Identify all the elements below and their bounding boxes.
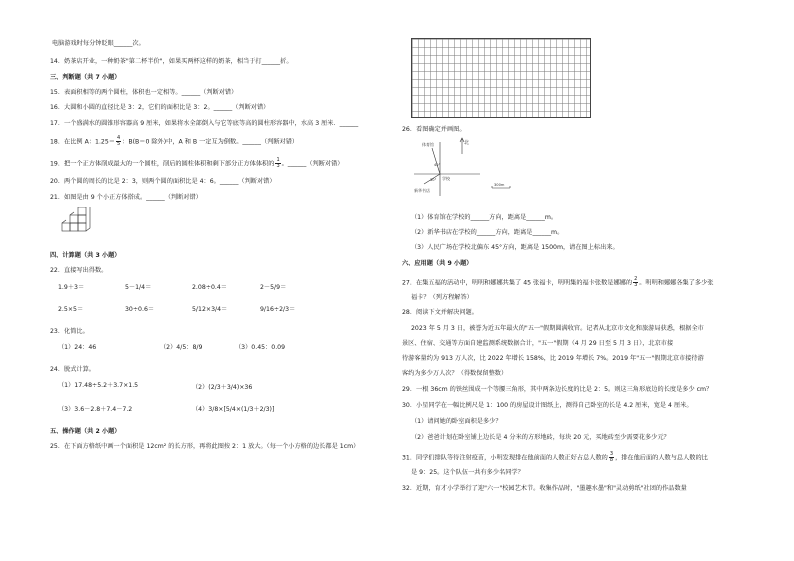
q24-2: （2）(2/3＋3/4)×36 — [192, 384, 253, 391]
q18-frac-num: 4 — [116, 135, 121, 141]
north-label: 北 — [464, 140, 470, 146]
calc-r1-c1: 1.9＋3＝ — [58, 284, 85, 291]
q23-item-3: （3）0.45：0.09 — [235, 344, 286, 351]
q28-para-3: 待游客量约为 913 万人次，比 2022 年增长 158%，比 2019 年增长 7%。2019 年"五一"假期北京市接待游 — [402, 355, 704, 362]
library-label: 体育馆 — [422, 142, 434, 147]
q27-frac-num: 2 — [634, 276, 638, 282]
section-5-title: 五、操作题（共 2 小题） — [50, 428, 121, 435]
q30-2: （2）爸爸计划在卧室铺上边长是 4 分米的方形地砖，每块 20 元，买地砖至少需要花多少元？ — [411, 434, 670, 441]
angle-1-label: 40° — [434, 163, 441, 167]
q18-frac-den: 5 — [116, 141, 121, 147]
q31-frac-num: 3 — [609, 451, 614, 457]
q13-tail: 电脑游戏时每分钟眨眼______次。 — [52, 40, 145, 47]
calc-r2-c1: 2.5×5＝ — [58, 306, 84, 313]
q30-1: （1）请问她的卧室面积是多少？ — [411, 418, 502, 425]
q14: 14．奶茶店开业，一种奶茶"第二杯半价"，如果买两杯这样的奶茶，相当于打______折。 — [50, 58, 293, 65]
calc-r1-c2: 5－1/4＝ — [125, 284, 152, 291]
q31-fraction — [609, 452, 614, 463]
line-to-library — [432, 148, 440, 174]
q26-2: （2）新华书店在学校的______方向，距离是______m。 — [411, 229, 564, 236]
q16: 16．大圆和小圆的直径比是 3：2，它们的面积比是 3：2。______（判断对错） — [50, 104, 270, 111]
q18 — [50, 136, 298, 147]
section-4-title: 四、计算题（共 3 小题） — [50, 252, 121, 259]
q15: 15．表面积相等的两个圆柱，体积也一定相等。______（判断对错） — [50, 89, 238, 96]
q19-fraction — [275, 158, 280, 169]
school-label: 学校 — [442, 176, 450, 181]
q19-frac-den: 3 — [276, 163, 280, 169]
q19-frac-num: 1 — [276, 157, 280, 163]
q32: 32．近期，育才小学举行了迎"六一"校园艺术节。收集作品时，"墨趣水墨"和"灵动剪纸"社团的作品数量 — [402, 485, 687, 492]
q27-line2: 福卡？（列方程解答） — [411, 294, 473, 301]
q24: 24．脱式计算。 — [50, 366, 95, 373]
q28-para-4: 客约为多少万人次？（得数保留整数） — [402, 370, 508, 377]
q24-4: （4）3/8×[5/4×(1/3＋2/3)] — [192, 406, 275, 413]
q31-line1 — [402, 452, 708, 463]
q20: 20．两个圆的周长的比是 2：3，则两个圆的面积比是 4：6。______（判断对错） — [50, 178, 276, 185]
direction-map-figure — [410, 136, 520, 202]
section-6-title: 六、应用题（共 9 小题） — [402, 260, 473, 267]
calc-r2-c3: 5/12×3/4＝ — [192, 306, 228, 313]
q30: 30．小星同学在一幅比例尺是 1：100 的房屋设计图纸上，测得自己卧室的长是 4.2 厘米，宽是 4 厘米。 — [402, 402, 693, 409]
q31-text-a: 31．同学们排队等待注射疫苗，小明发现排在他前面的人数正好占总人数的 — [402, 454, 608, 462]
q23-item-2: （2）4/5：8/9 — [160, 344, 203, 351]
section-3-title: 三、判断题（共 7 小题） — [50, 74, 121, 81]
q18-fraction — [116, 136, 121, 147]
q31-text-b: ，排在他后面的人数与总人数的比 — [615, 454, 708, 462]
calc-r1-c4: 2－5/9＝ — [260, 284, 287, 291]
q26: 26．看图确定并画图。 — [402, 126, 466, 133]
graph-paper-grid — [411, 38, 591, 118]
q26-3: （3）人民广场在学校北偏东 45°方向，距离是 1500m，请在图上标出来。 — [411, 244, 619, 251]
q22: 22．直接写出得数。 — [50, 267, 108, 274]
q24-3: （3）3.6－2.8＋7.4－7.2 — [58, 406, 133, 413]
q21: 21．如图是由 9 个小正方体搭成。______（判断对错） — [50, 194, 202, 201]
q24-1: （1）17.48÷5.2＋3.7×1.5 — [58, 382, 139, 389]
calc-r1-c3: 2.08÷0.4＝ — [192, 284, 227, 291]
q23: 23．化简比。 — [50, 328, 89, 335]
q18-text-b: ：B(B＝0 除外)中，A 和 B 一定互为倒数。______（判断对错） — [122, 138, 299, 146]
q28-para-1: 2023 年 5 月 3 日，被誉为近五年最火的"五一"假期圆满收官。记者从北京市文化和旅游局获悉，根据全市 — [411, 325, 704, 332]
q28: 28．阅读下文并解决问题。 — [402, 309, 478, 316]
q25: 25．在下面方格纸中画一个面积是 12cm² 的长方形，再将此图按 2：1 放大。（每一个小方格的边长都是 1cm） — [50, 443, 360, 450]
angle-2-label: 30° — [430, 178, 437, 182]
bookstore-label: 新华书店 — [414, 188, 430, 193]
q23-item-1: （1）24：46 — [58, 344, 97, 351]
q19-text-a: 19．把一个正方体削成最大的一个圆柱，削后的圆柱体积和剩下部分正方体体积的 — [50, 160, 275, 168]
q31-line2: 是 9：25。这个队伍一共有多少名同学？ — [411, 469, 524, 476]
q27-frac-den: 3 — [634, 282, 638, 288]
q17: 17．一个盛满水的圆锥形容器高 9 厘米，如果将水全部倒入与它等底等高的圆柱形容器中，水高 3 厘米．______ — [50, 120, 359, 127]
q28-para-2: 景区、住宿、交通等方面自建监测系统数据合计，"五一"假期（4 月 29 日至 5 月 3 日），北京市接 — [402, 340, 674, 347]
q18-text-a: 18．在比例 A：1.25＝ — [50, 138, 115, 146]
q27-line1 — [402, 277, 714, 288]
scale-label: 300m — [494, 183, 505, 187]
q31-frac-den: 8 — [609, 457, 614, 463]
q27-fraction — [633, 277, 638, 288]
q26-1: （1）体育馆在学校的______方向，距离是______m。 — [411, 214, 558, 221]
q19 — [50, 158, 344, 169]
calc-r2-c2: 30÷0.6＝ — [125, 306, 155, 313]
calc-r2-c4: 9/16÷2/3＝ — [260, 306, 296, 313]
q27-text-a: 27．在集五福的活动中，明明和娜娜共集了 45 张福卡，明明集的福卡张数是娜娜的 — [402, 279, 633, 287]
q27-text-b: 。明明和娜娜各集了多少张 — [639, 279, 714, 287]
cube-stack-figure — [60, 207, 96, 237]
q29: 29．一根 36cm 的铁丝围成一个等腰三角形，其中两条边长度的比是 2：5。则这三角形底边的长度是多少 cm？ — [402, 386, 713, 393]
q19-text-b: 。______（判断对错） — [281, 160, 344, 168]
